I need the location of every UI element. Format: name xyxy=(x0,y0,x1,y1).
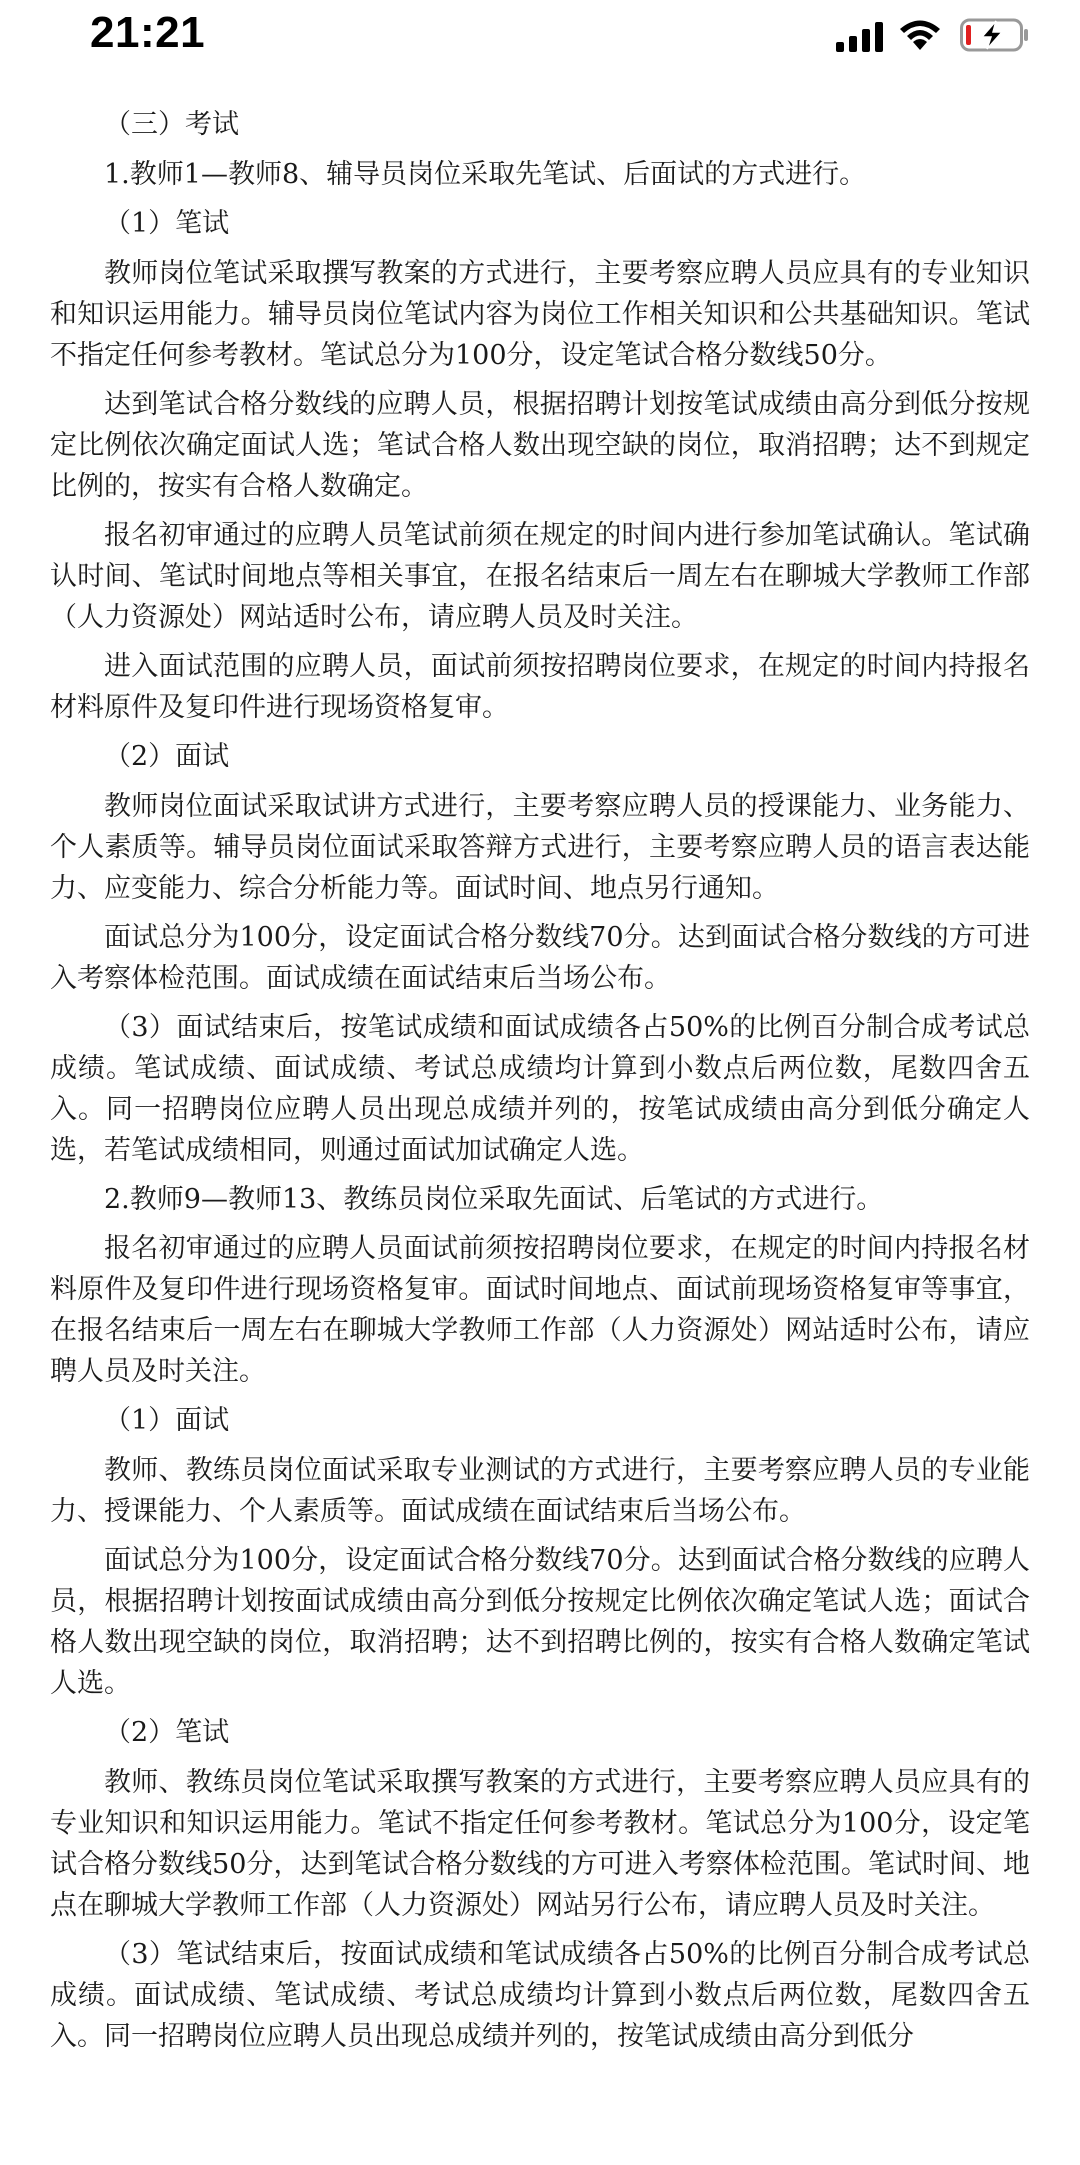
paragraph: （3）笔试结束后，按面试成绩和笔试成绩各占50%的比例百分制合成考试总成绩。面试成绩、笔试成绩、考试总成绩均计算到小数点后两位数，尾数四舍五入。同一招聘岗位应聘人员出现总成绩并列的，按笔试成绩由高分到低分 xyxy=(50,1939,1030,2052)
battery-charging-icon xyxy=(960,17,1030,53)
paragraph: 教师岗位面试采取试讲方式进行，主要考察应聘人员的授课能力、业务能力、个人素质等。辅导员岗位面试采取答辩方式进行，主要考察应聘人员的语言表达能力、应变能力、综合分析能力等。面试时间、地点另行通知。 xyxy=(50,791,1030,904)
status-bar xyxy=(0,0,1080,72)
status-time: 21:21 xyxy=(90,8,206,57)
paragraph-item-2: 2.教师9—教师13、教练员岗位采取先面试、后笔试的方式进行。 xyxy=(104,1184,884,1215)
section-heading-exam: （三）考试 xyxy=(104,109,239,140)
cellular-signal-icon xyxy=(836,22,884,52)
subheading-interview: （2）面试 xyxy=(104,741,230,772)
paragraph-item-1: 1.教师1—教师8、辅导员岗位采取先笔试、后面试的方式进行。 xyxy=(104,159,867,190)
paragraph: 教师、教练员岗位笔试采取撰写教案的方式进行，主要考察应聘人员应具有的专业知识和知识运用能力。笔试不指定任何参考教材。笔试总分为100分，设定笔试合格分数线50分，达到笔试合格分数线的方可进入考察体检范围。笔试时间、地点在聊城大学教师工作部（人力资源处）网站另行公布，请应聘人员及时关注。 xyxy=(50,1767,1030,1921)
document-body xyxy=(50,104,1030,2065)
paragraph: 进入面试范围的应聘人员，面试前须按招聘岗位要求，在规定的时间内持报名材料原件及复印件进行现场资格复审。 xyxy=(50,651,1030,723)
paragraph: （3）面试结束后，按笔试成绩和面试成绩各占50%的比例百分制合成考试总成绩。笔试成绩、面试成绩、考试总成绩均计算到小数点后两位数，尾数四舍五入。同一招聘岗位应聘人员出现总成绩并列的，按笔试成绩由高分到低分确定人选，若笔试成绩相同，则通过面试加试确定人选。 xyxy=(50,1012,1030,1166)
paragraph: 教师岗位笔试采取撰写教案的方式进行，主要考察应聘人员应具有的专业知识和知识运用能力。辅导员岗位笔试内容为岗位工作相关知识和公共基础知识。笔试不指定任何参考教材。笔试总分为100分，设定笔试合格分数线50分。 xyxy=(50,258,1030,371)
paragraph: 教师、教练员岗位面试采取专业测试的方式进行，主要考察应聘人员的专业能力、授课能力、个人素质等。面试成绩在面试结束后当场公布。 xyxy=(50,1455,1030,1527)
subheading-written-test: （1）笔试 xyxy=(104,208,230,239)
paragraph: 报名初审通过的应聘人员笔试前须在规定的时间内进行参加笔试确认。笔试确认时间、笔试时间地点等相关事宜，在报名结束后一周左右在聊城大学教师工作部（人力资源处）网站适时公布，请应聘人员及时关注。 xyxy=(50,520,1030,633)
paragraph: 面试总分为100分，设定面试合格分数线70分。达到面试合格分数线的应聘人员，根据招聘计划按面试成绩由高分到低分按规定比例依次确定笔试人选；面试合格人数出现空缺的岗位，取消招聘；达不到招聘比例的，按实有合格人数确定笔试人选。 xyxy=(50,1545,1030,1699)
subheading-written-test: （2）笔试 xyxy=(104,1717,230,1748)
wifi-icon xyxy=(898,18,942,52)
subheading-interview: （1）面试 xyxy=(104,1405,230,1436)
paragraph: 面试总分为100分，设定面试合格分数线70分。达到面试合格分数线的方可进入考察体检范围。面试成绩在面试结束后当场公布。 xyxy=(50,922,1030,994)
paragraph: 达到笔试合格分数线的应聘人员，根据招聘计划按笔试成绩由高分到低分按规定比例依次确定面试人选；笔试合格人数出现空缺的岗位，取消招聘；达不到规定比例的，按实有合格人数确定。 xyxy=(50,389,1030,502)
paragraph: 报名初审通过的应聘人员面试前须按招聘岗位要求，在规定的时间内持报名材料原件及复印件进行现场资格复审。面试时间地点、面试前现场资格复审等事宜，在报名结束后一周左右在聊城大学教师工作部（人力资源处）网站适时公布，请应聘人员及时关注。 xyxy=(50,1233,1030,1387)
